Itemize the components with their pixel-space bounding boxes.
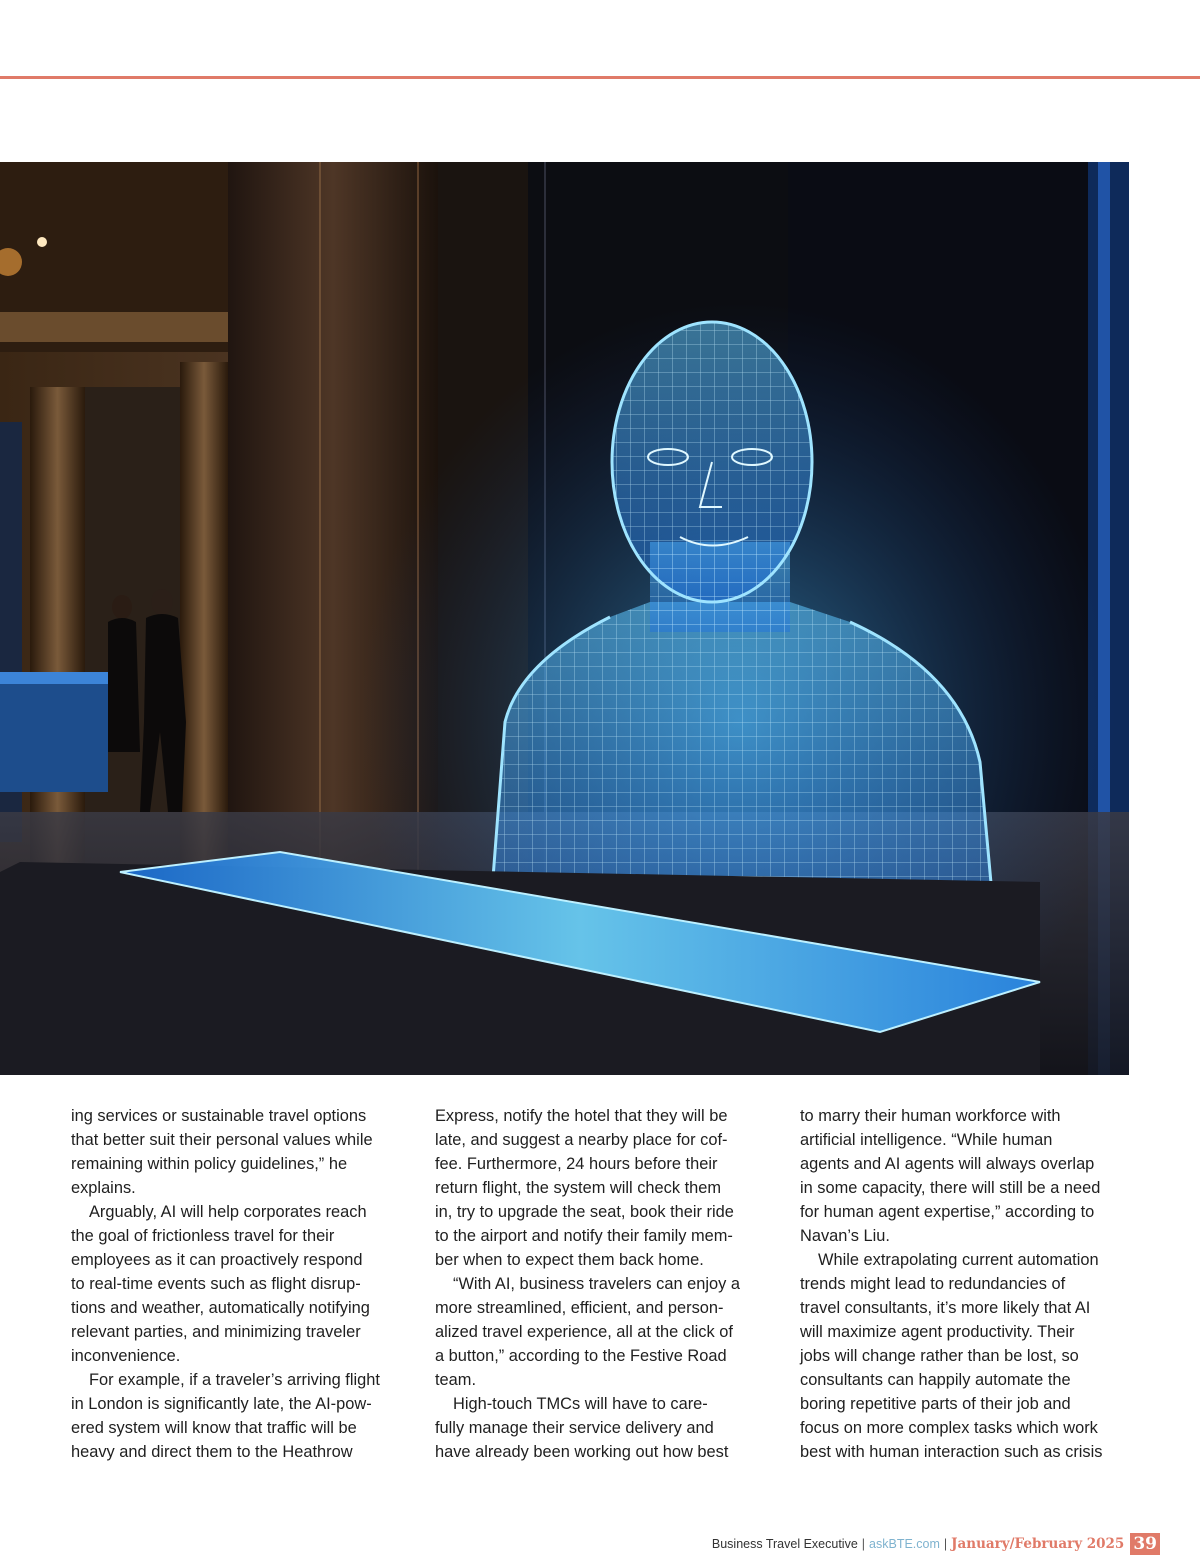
- article-body: [71, 1104, 1131, 1464]
- article-column-3: [800, 1104, 1130, 1464]
- article-column-1: [71, 1104, 401, 1464]
- page-number: 39: [1130, 1533, 1160, 1555]
- paragraph: While extrapolating current automation trends might lead to redundancies of travel consultants, it’s more likely that AI will maximize agent productivity. Their jobs will change rather than be lost, so consultants can happily automate the boring repetitive parts of their job and focus on more complex tasks which work best with human interaction such as crisis: [800, 1251, 1103, 1461]
- paragraph: Express, notify the hotel that they will be late, and suggest a nearby place for cof- fee. Furthermore, 24 hours before their return flight, the system will check them in, try to upgrade the seat, book their ride to the airport and notify their family mem- ber when to expect them back home.: [435, 1107, 734, 1269]
- top-accent-rule: [0, 76, 1200, 79]
- paragraph: High-touch TMCs will have to care- fully manage their service delivery and have already been working out how best: [435, 1395, 729, 1461]
- paragraph: “With AI, business travelers can enjoy a more streamlined, efficient, and person- alized travel experience, all at the click of a button,” according to the Festive Road team.: [435, 1275, 740, 1389]
- paragraph: ing services or sustainable travel options that better suit their personal values while remaining within policy guidelines,” he explains.: [71, 1107, 373, 1197]
- paragraph: For example, if a traveler’s arriving flight in London is significantly late, the AI-pow- ered system will know that traffic will be heavy and direct them to the Heathrow: [71, 1371, 380, 1461]
- paragraph: to marry their human workforce with artificial intelligence. “While human agents and AI agents will always overlap in some capacity, there will still be a need for human agent expertise,” according to Navan’s Liu.: [800, 1107, 1101, 1245]
- hologram-illustration: [0, 162, 1129, 1075]
- article-column-2: [435, 1104, 765, 1464]
- footer-separator: |: [861, 1537, 866, 1551]
- issue-date: January/February 2025: [951, 1536, 1125, 1552]
- paragraph: Arguably, AI will help corporates reach the goal of frictionless travel for their employees as it can proactively respond to real-time events such as flight disrup- tions and weather, automatically notifying relevant parties, and minimizing traveler inconvenience.: [71, 1203, 370, 1365]
- publication-name: Business Travel Executive: [711, 1537, 858, 1551]
- footer-separator: |: [943, 1537, 948, 1551]
- page-footer: [712, 1532, 1160, 1556]
- hologram-concierge-photo: [0, 162, 1129, 1075]
- website-link[interactable]: askBTE.com: [869, 1537, 940, 1551]
